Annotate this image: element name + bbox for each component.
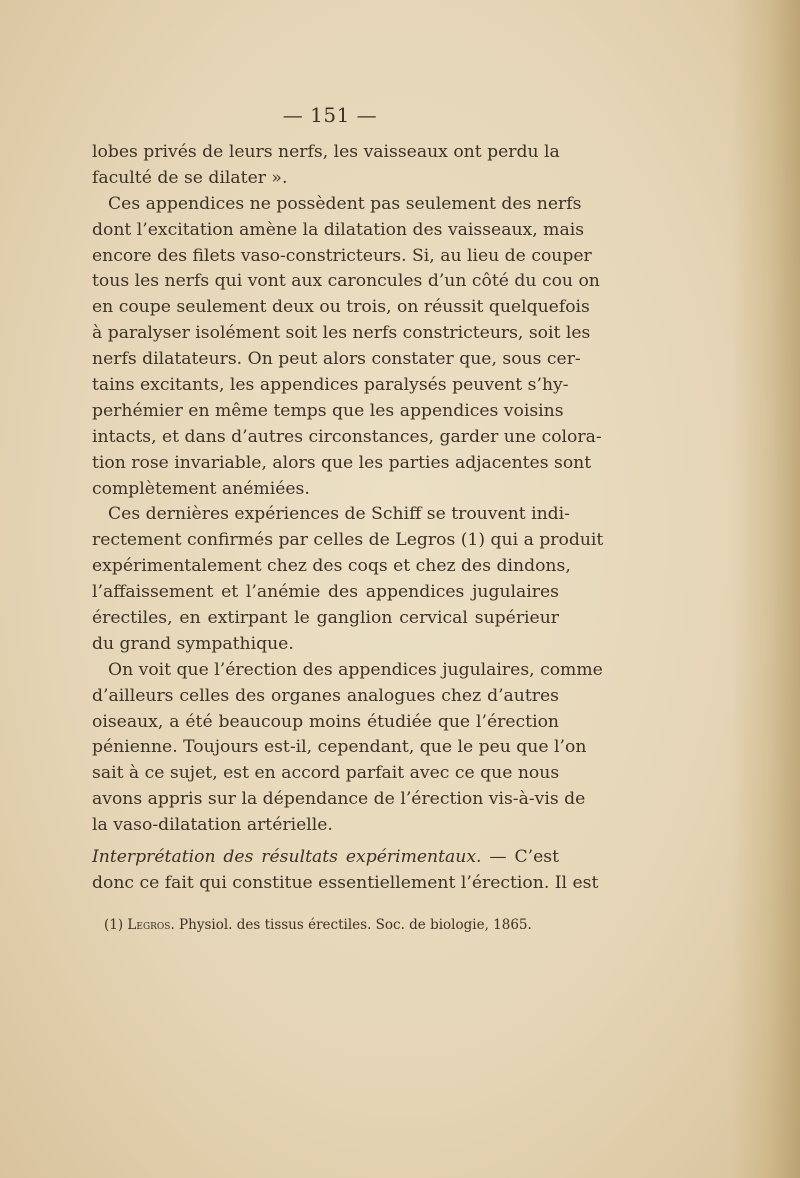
text-line: nerfs dilatateurs. On peut alors constater que, sous cer- xyxy=(92,349,581,370)
text-line: donc ce fait qui constitue essentiellement l’érection. Il est xyxy=(92,872,599,893)
text-line: perhémier en même temps que les appendices voisins xyxy=(92,400,564,421)
paragraph-lines xyxy=(92,140,604,839)
text-line: Ces dernières expériences de Schiff se trouvent indi- xyxy=(108,504,570,525)
footnote xyxy=(104,917,534,933)
text-line: à paralyser isolément soit les nerfs constricteurs, soit les xyxy=(92,323,591,344)
text-line: faculté de se dilater ». xyxy=(92,167,288,188)
page-number: — 151 — xyxy=(282,103,378,127)
text-line: Ces appendices ne possèdent pas seulement des nerfs xyxy=(108,193,582,214)
text-line: la vaso-dilatation artérielle. xyxy=(92,815,333,836)
text-line: oiseaux, a été beaucoup moins étudiée que l’érection xyxy=(92,711,559,732)
footnote-text: . Physiol. des tissus érectiles. Soc. de biologie, 1865. xyxy=(170,917,532,933)
text-line: avons appris sur la dépendance de l’érection vis-à-vis de xyxy=(92,789,586,810)
section-heading: Interprétation des résultats expérimentaux. xyxy=(92,847,482,868)
text-line: tion rose invariable, alors que les parties adjacentes sont xyxy=(92,452,592,473)
text-line: pénienne. Toujours est-il, cependant, que le peu que l’on xyxy=(92,737,587,758)
text-line: du grand sympathique. xyxy=(92,633,294,654)
text-line: tains excitants, les appendices paralysés peuvent s’hy- xyxy=(92,375,569,396)
text-line: lobes privés de leurs nerfs, les vaisseaux ont perdu la xyxy=(92,142,560,162)
text-line: On voit que l’érection des appendices jugulaires, comme xyxy=(108,659,603,680)
text-line: encore des filets vaso-constricteurs. Si, au lieu de couper xyxy=(92,245,592,266)
page-edge-shadow xyxy=(730,0,800,1178)
body-text xyxy=(92,140,604,897)
section-heading-continuation: — C’est xyxy=(481,847,559,868)
text-line: intacts, et dans d’autres circonstances, garder une colora- xyxy=(92,426,602,447)
text-line: l’affaissement et l’anémie des appendices jugulaires xyxy=(92,582,559,603)
text-line: d’ailleurs celles des organes analogues chez d’autres xyxy=(92,685,559,706)
text-line: sait à ce sujet, est en accord parfait avec ce que nous xyxy=(92,763,560,784)
text-line: expérimentalement chez des coqs et chez des dindons, xyxy=(92,556,571,577)
text-line: tous les nerfs qui vont aux caroncules d’un côté du cou on xyxy=(92,271,600,292)
text-line: rectement confirmés par celles de Legros (1) qui a produit xyxy=(92,530,604,551)
text-line: en coupe seulement deux ou trois, on réussit quelquefois xyxy=(92,297,590,318)
section-heading-line xyxy=(92,845,559,871)
text-line: dont l’excitation amène la dilatation des vaisseaux, mais xyxy=(92,219,585,240)
footnote-marker: (1) xyxy=(104,917,128,933)
text-line: complètement anémiées. xyxy=(92,478,310,499)
footnote-author: Legros xyxy=(127,917,171,933)
text-line: érectiles, en extirpant le ganglion cervical supérieur xyxy=(92,608,559,629)
